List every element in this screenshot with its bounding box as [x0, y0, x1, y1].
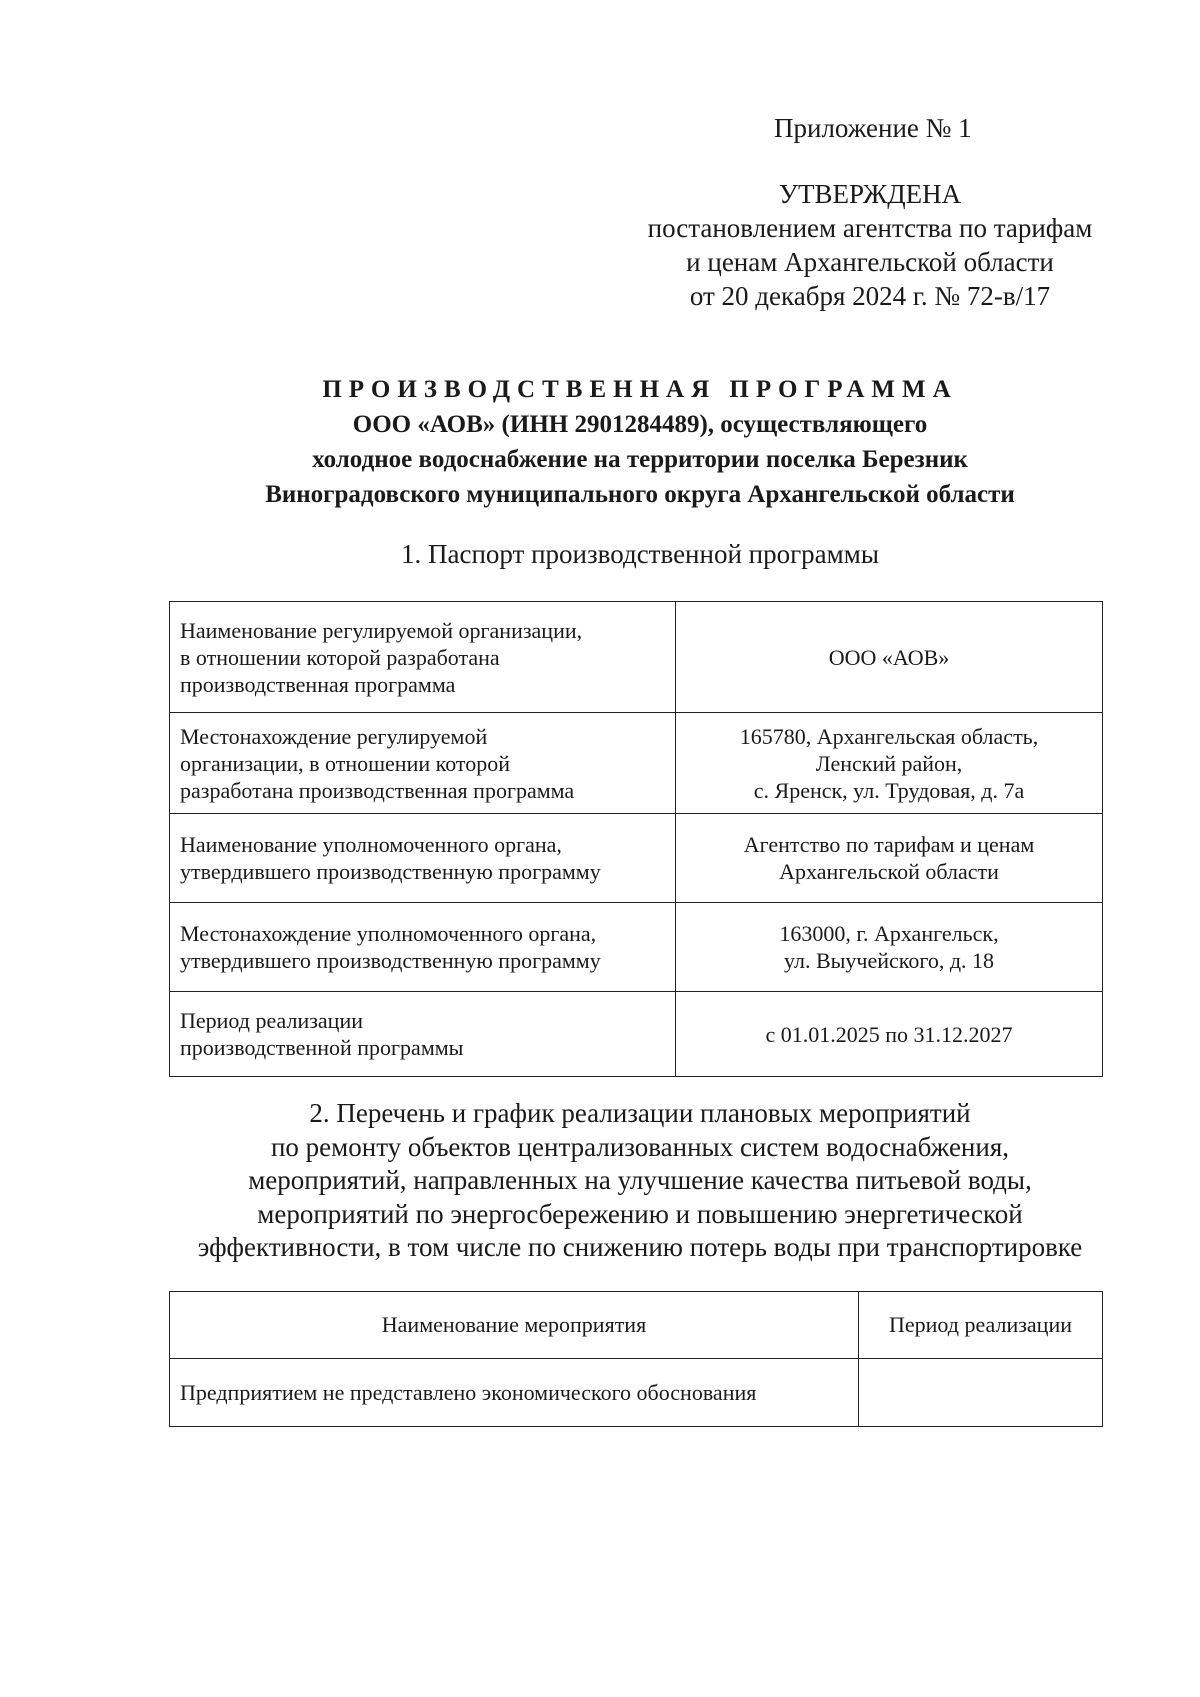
cell-text: 163000, г. Архангельск,	[779, 921, 999, 946]
passport-value-cell	[676, 903, 1103, 992]
cell-text: с 01.01.2025 по 31.12.2027	[765, 1021, 1013, 1047]
cell-text: производственной программы	[180, 1035, 464, 1060]
approval-line: постановлением агентства по тарифам	[647, 213, 1093, 243]
cell-text: Наименование уполномоченного органа,	[180, 832, 562, 857]
table-header-row	[170, 1292, 1103, 1359]
passport-label-cell	[170, 713, 676, 814]
title-line: Виноградовского муниципального округа Архангельской области	[265, 481, 1015, 508]
annex-label: Приложение № 1	[774, 113, 972, 143]
section1-heading: 1. Паспорт производственной программы	[401, 539, 879, 569]
table-row	[170, 602, 1103, 713]
cell-text: Ленский район,	[815, 750, 963, 776]
section2-heading	[120, 1097, 1160, 1265]
title-line: ООО «АОВ» (ИНН 2901284489), осуществляющего	[352, 411, 928, 438]
cell-text: Период реализации	[180, 1008, 364, 1033]
column-header-period: Период реализации	[859, 1292, 1103, 1359]
cell-text: в отношении которой разработана	[180, 644, 500, 670]
heading-line: эффективности, в том числе по снижению потерь воды при транспортировке	[197, 1232, 1083, 1262]
cell-text: организации, в отношении которой	[180, 750, 510, 776]
approval-line: и ценам Архангельской области	[686, 247, 1054, 277]
cell-text: утвердившего производственную программу	[180, 948, 601, 973]
cell-text: 165780, Архангельская область,	[739, 723, 1039, 749]
cell-text: с. Яренск, ул. Трудовая, д. 7а	[753, 777, 1025, 803]
period-cell	[859, 1359, 1103, 1427]
cell-text: производственная программа	[180, 671, 456, 697]
cell-text: Местонахождение уполномоченного органа,	[180, 921, 597, 946]
passport-table	[169, 601, 1103, 1077]
passport-label-cell	[170, 814, 676, 903]
cell-text: ООО «АОВ»	[828, 644, 950, 670]
cell-text: ул. Выучейского, д. 18	[783, 948, 995, 973]
passport-value-cell	[676, 602, 1103, 713]
passport-label-cell	[170, 992, 676, 1077]
table-row	[170, 814, 1103, 903]
heading-line: 2. Перечень и график реализации плановых мероприятий	[309, 1098, 971, 1128]
document-title	[120, 372, 1160, 512]
cell-text: разработана производственная программа	[180, 777, 575, 803]
title-spaced-heading: ПРОИЗВОДСТВЕННАЯ ПРОГРАММА	[322, 376, 958, 403]
heading-line: по ремонту объектов централизованных систем водоснабжения,	[270, 1131, 1010, 1162]
column-header-activity: Наименование мероприятия	[170, 1292, 859, 1359]
cell-text: Агентство по тарифам и ценам	[743, 832, 1035, 857]
passport-value-cell	[676, 992, 1103, 1077]
cell-text: утвердившего производственную программу	[180, 859, 601, 884]
passport-value-cell	[676, 713, 1103, 814]
table-row	[170, 992, 1103, 1077]
title-line: холодное водоснабжение на территории поселка Березник	[312, 446, 968, 473]
table-row	[170, 713, 1103, 814]
approval-line: УТВЕРЖДЕНА	[778, 179, 962, 209]
cell-text: Архангельской области	[779, 859, 999, 884]
table-row	[170, 1359, 1103, 1427]
activity-cell: Предприятием не представлено экономического обоснования	[170, 1359, 859, 1427]
passport-label-cell	[170, 602, 676, 713]
heading-line: мероприятий, направленных на улучшение качества питьевой воды,	[248, 1165, 1032, 1195]
approval-line: от 20 декабря 2024 г. № 72-в/17	[689, 281, 1051, 311]
heading-line: мероприятий по энергосбережению и повышению энергетической	[257, 1198, 1023, 1229]
table-row	[170, 903, 1103, 992]
activities-table	[169, 1291, 1103, 1427]
cell-text: Наименование регулируемой организации,	[180, 617, 583, 643]
passport-label-cell	[170, 903, 676, 992]
approval-block	[620, 177, 1120, 313]
passport-value-cell	[676, 814, 1103, 903]
cell-text: Местонахождение регулируемой	[180, 723, 488, 749]
